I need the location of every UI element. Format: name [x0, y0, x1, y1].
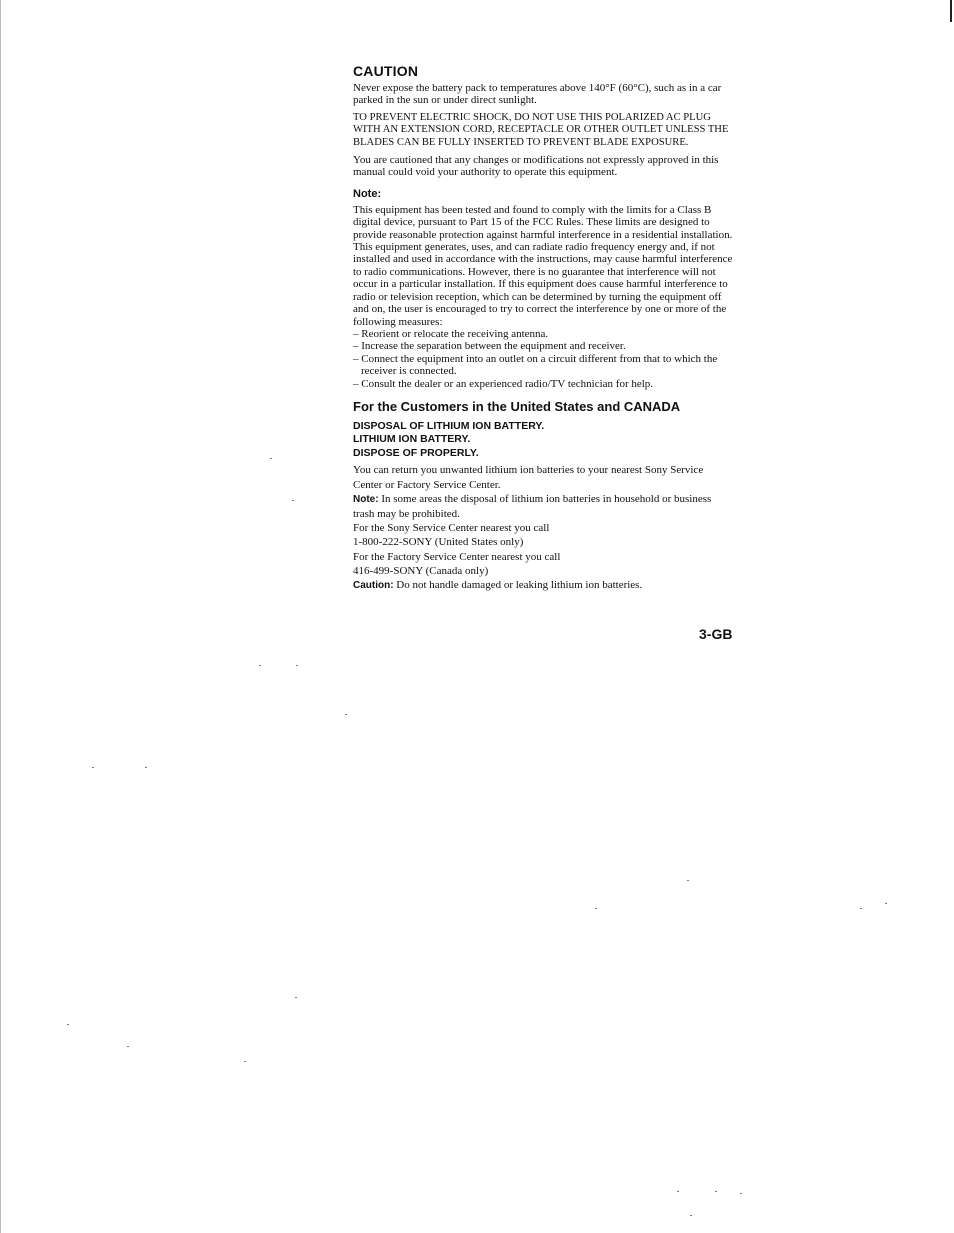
dispose-properly-heading: DISPOSE OF PROPERLY. — [353, 446, 479, 459]
caution-paragraph-battery-temperature: Never expose the battery pack to temperatures above 140°F (60°C), such as in a car parked in the sun or under direct sunlight. — [353, 82, 722, 107]
speck — [595, 908, 597, 909]
speck — [860, 908, 862, 909]
speck — [687, 880, 689, 881]
scan-edge-right — [950, 0, 952, 22]
battery-caution-label: Caution: — [353, 580, 394, 592]
list-item: – Consult the dealer or an experienced radio/TV technician for help. — [353, 377, 654, 390]
speck — [345, 714, 347, 715]
speck — [740, 1193, 742, 1194]
list-item: – Connect the equipment into an outlet on a circuit different from that to which the receiver is connected. — [353, 352, 718, 378]
fcc-note-paragraph: This equipment has been tested and found to comply with the limits for a Class B digital device, pursuant to Part 15 of the FCC Rules. These limits are designed to provide reasonable protection against harmful interference in a residential installation. This equipment generates, uses, and can radiate radio frequency energy and, if not installed and used in accordance with the instructions, may cause harmful interference to radio communications. However, there is no guarantee that interference will not occur in a particular installation. If this equipment does cause harmful interference to radio or television reception, which can be determined by turning the equipment off and on, the user is encouraged to try to correct the interference by one or more of the following measures: — [353, 203, 733, 328]
speck — [92, 767, 94, 768]
factory-service-center-line: For the Factory Service Center nearest you call — [353, 550, 561, 563]
speck — [885, 903, 887, 904]
speck — [690, 1215, 692, 1216]
list-item: – Increase the separation between the equipment and receiver. — [353, 340, 626, 353]
note-heading: Note: — [353, 187, 382, 200]
speck — [259, 665, 261, 666]
customers-section-heading: For the Customers in the United States and CANADA — [353, 398, 681, 414]
speck — [292, 500, 294, 501]
disposal-note-text: In some areas the disposal of lithium ion batteries in household or business trash may be prohibited. — [353, 492, 712, 521]
caution-heading: CAUTION — [353, 63, 419, 79]
page-number: 3-GB — [699, 626, 733, 642]
scan-edge-left — [0, 0, 1, 1233]
list-item: – Reorient or relocate the receiving antenna. — [353, 327, 549, 340]
speck — [270, 458, 272, 459]
battery-caution — [353, 578, 735, 593]
battery-caution-text: Do not handle damaged or leaking lithium ion batteries. — [396, 579, 643, 592]
disposal-note-label: Note: — [353, 493, 379, 505]
disposal-note — [353, 492, 735, 521]
return-batteries-paragraph: You can return you unwanted lithium ion batteries to your nearest Sony Service Center or Factory Service Center. — [353, 464, 704, 491]
factory-phone-number: 416-499-SONY (Canada only) — [353, 564, 489, 577]
interference-measures-list — [353, 328, 735, 390]
sony-service-center-line: For the Sony Service Center nearest you call — [353, 522, 550, 535]
speck — [715, 1191, 717, 1192]
disposal-heading: DISPOSAL OF LITHIUM ION BATTERY. — [353, 419, 545, 432]
speck — [145, 767, 147, 768]
caution-paragraph-modifications: You are cautioned that any changes or modifications not expressly approved in this manual could void your authority to operate this equipment. — [353, 154, 719, 179]
speck — [295, 997, 297, 998]
speck — [677, 1191, 679, 1192]
speck — [67, 1024, 69, 1025]
page-content — [353, 63, 735, 593]
caution-paragraph-electric-shock: TO PREVENT ELECTRIC SHOCK, DO NOT USE THIS POLARIZED AC PLUG WITH AN EXTENSION CORD, RECEPTACLE OR OTHER OUTLET UNLESS THE BLADES CAN BE FULLY INSERTED TO PREVENT BLADE EXPOSURE. — [353, 111, 729, 148]
speck — [127, 1046, 129, 1047]
lithium-ion-heading: LITHIUM ION BATTERY. — [353, 433, 471, 446]
speck — [296, 665, 298, 666]
sony-phone-number: 1-800-222-SONY (United States only) — [353, 536, 524, 549]
speck — [244, 1061, 246, 1062]
